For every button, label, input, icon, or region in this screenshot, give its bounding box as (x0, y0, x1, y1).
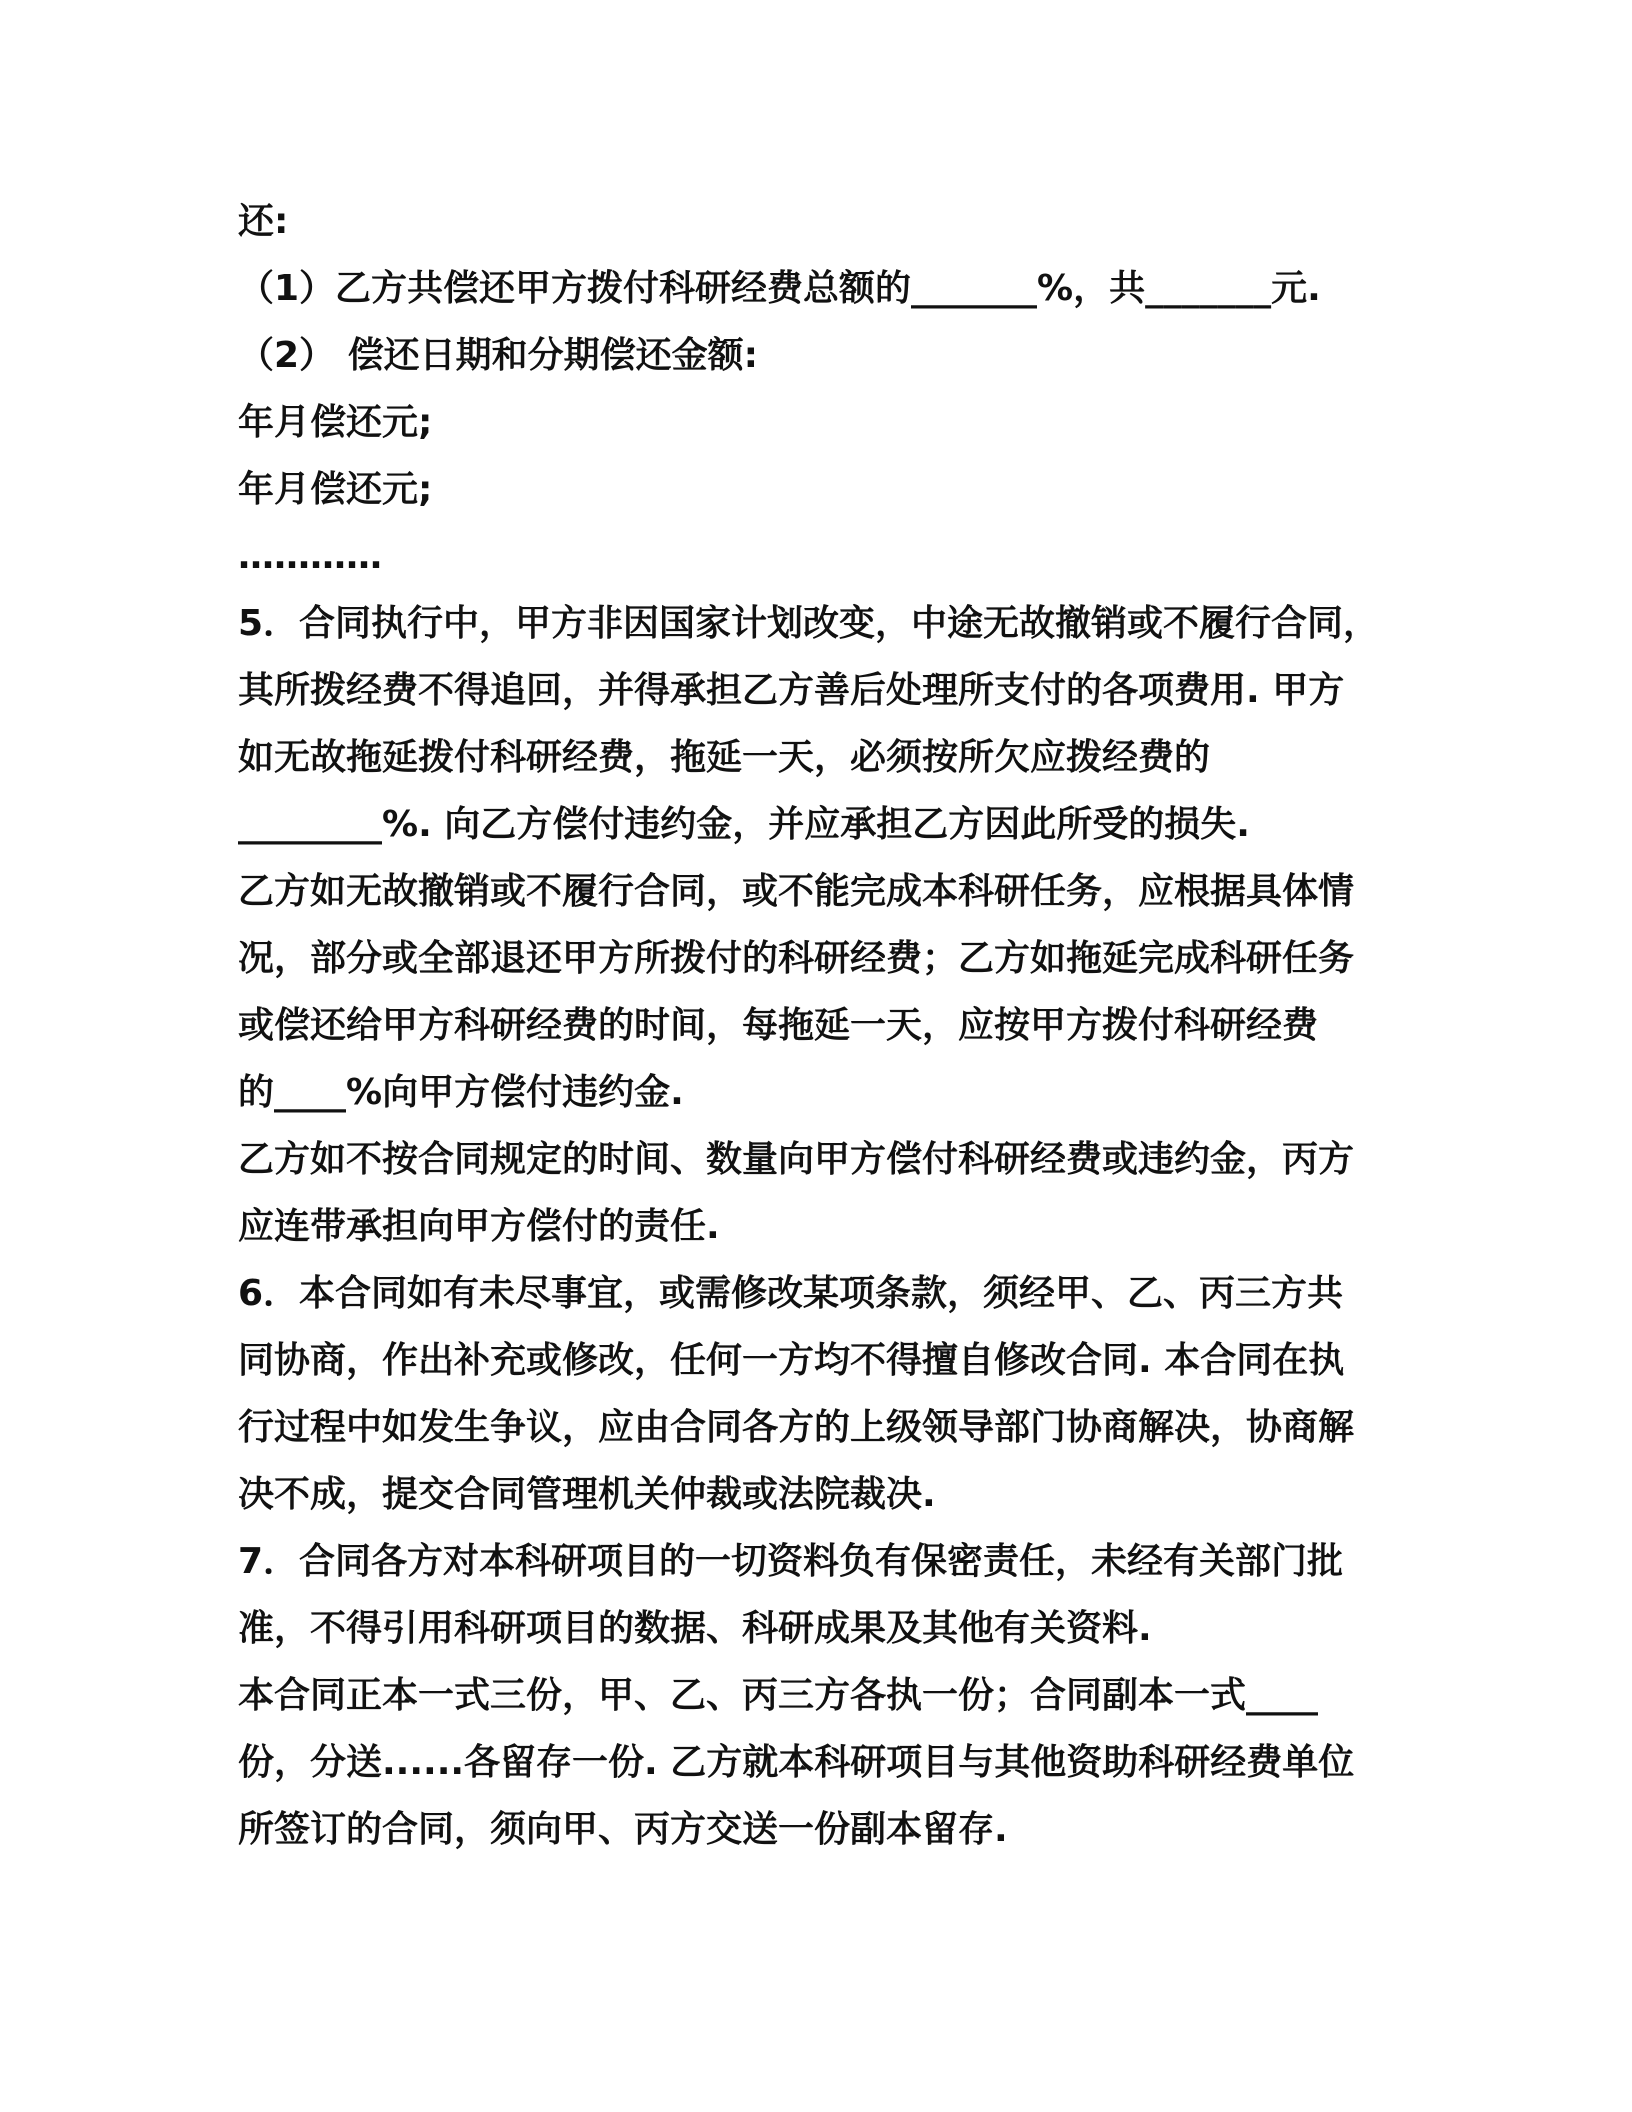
text-line: 本合同正本一式三份，甲、乙、丙三方各执一份；合同副本一式____ (238, 1675, 1319, 1716)
text-line: 份，分送......各留存一份. 乙方就本科研项目与其他资助科研经费单位 (238, 1742, 1355, 1783)
text-line: （2） 偿还日期和分期偿还金额: (238, 335, 758, 376)
text-line: 乙方如无故撤销或不履行合同，或不能完成本科研任务，应根据具体情 (238, 871, 1355, 912)
text-line: 7．合同各方对本科研项目的一切资料负有保密责任，未经有关部门批 (238, 1541, 1344, 1582)
text-line: 6．本合同如有未尽事宜，或需修改某项条款，须经甲、乙、丙三方共 (238, 1273, 1344, 1314)
text-line: 同协商，作出补充或修改，任何一方均不得擅自修改合同. 本合同在执 (238, 1340, 1345, 1381)
text-line: 或偿还给甲方科研经费的时间，每拖延一天，应按甲方拨付科研经费 (238, 1005, 1319, 1046)
text-line: 年月偿还元; (238, 402, 433, 443)
text-line: 如无故拖延拨付科研经费，拖延一天，必须按所欠应拨经费的 (238, 737, 1211, 778)
text-line: 还: (238, 201, 289, 242)
text-line: 5．合同执行中，甲方非因国家计划改变，中途无故撤销或不履行合同， (238, 603, 1380, 644)
text-line: 应连带承担向甲方偿付的责任. (238, 1206, 720, 1247)
text-line: 乙方如不按合同规定的时间、数量向甲方偿付科研经费或违约金，丙方 (238, 1139, 1355, 1180)
text-line: 所签订的合同，须向甲、丙方交送一份副本留存. (238, 1809, 1008, 1850)
text-line: ________%. 向乙方偿付违约金，并应承担乙方因此所受的损失. (238, 804, 1250, 845)
text-line: ………… (238, 536, 382, 577)
text-line: 行过程中如发生争议，应由合同各方的上级领导部门协商解决，协商解 (238, 1407, 1355, 1448)
text-line: 况，部分或全部退还甲方所拨付的科研经费；乙方如拖延完成科研任务 (238, 938, 1355, 979)
text-line: 其所拨经费不得追回，并得承担乙方善后处理所支付的各项费用. 甲方 (238, 670, 1345, 711)
text-line: 年月偿还元; (238, 469, 433, 510)
text-line: 决不成，提交合同管理机关仲裁或法院裁决. (238, 1474, 936, 1515)
text-line: 的____%向甲方偿付违约金. (238, 1072, 684, 1113)
text-line: （1）乙方共偿还甲方拨付科研经费总额的_______%，共_______元. (238, 268, 1321, 309)
text-line: 准，不得引用科研项目的数据、科研成果及其他有关资料. (238, 1608, 1152, 1649)
document-body (238, 188, 1398, 1863)
